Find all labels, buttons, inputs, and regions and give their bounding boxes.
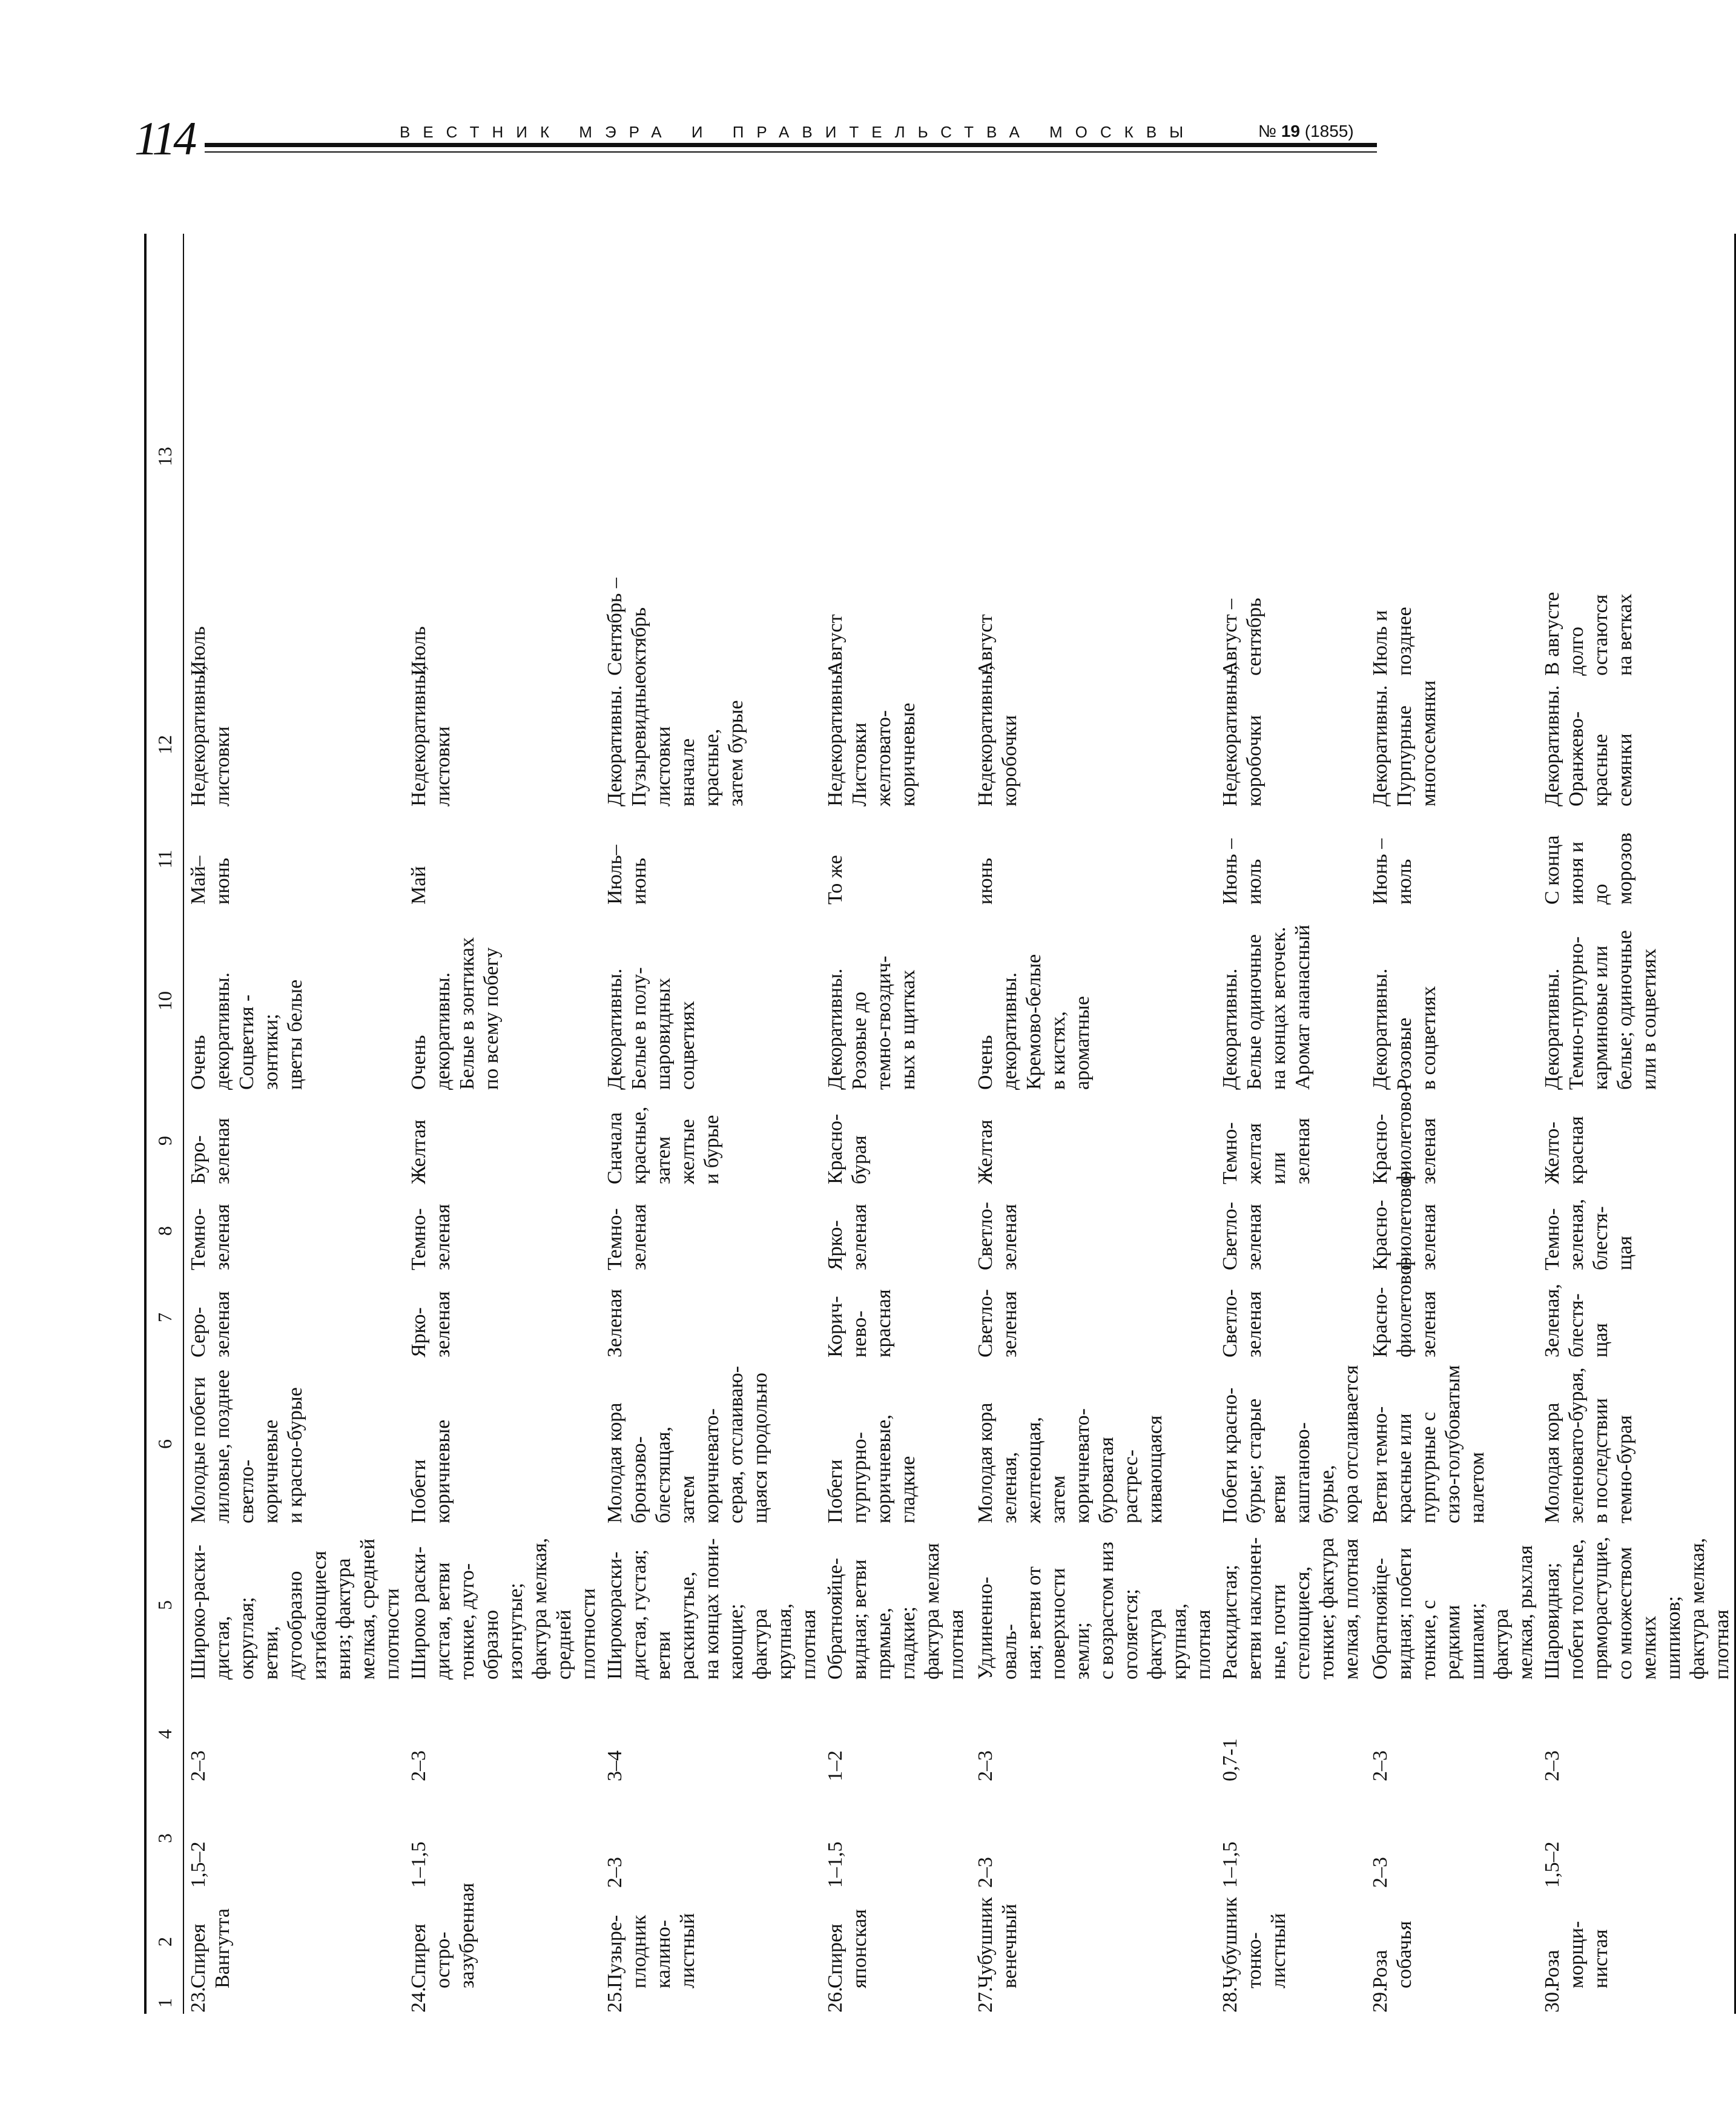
table-cell: 2–3	[1369, 1857, 1391, 1888]
table-cell: 3–4	[604, 1750, 626, 1781]
table-body	[183, 234, 1735, 2014]
table-cell: Серо- зеленая	[187, 1291, 234, 1357]
table-cell: Декоративны. Пузыревидные листовки вначале красные, затем бурые	[604, 674, 747, 806]
column-header: 11	[145, 810, 183, 908]
table-cell: Недекоративны, коробочки	[974, 665, 1021, 806]
table-cell: Раскидистая; ветви наклонен- ные, почти стелющиеся, тонкие; фактура мелкая, плотная	[1219, 1537, 1362, 1680]
table-cell: Шаровидная; побеги толстые, пряморастущие, со множеством мелких шипиков; фактура мелкая, плотная	[1538, 1527, 1735, 1683]
table-cell: Темно- желтая или зеленая	[1219, 1118, 1314, 1184]
row-number-cell: 23.	[187, 1987, 210, 2013]
table-cell: Июль– июнь	[604, 845, 650, 905]
table-cell: С конца июня и до морозов	[1538, 810, 1735, 908]
table-row	[183, 234, 404, 2014]
column-header: 1	[145, 1992, 183, 2014]
table-cell: Красно- фиолетово- зеленая	[1369, 1170, 1440, 1270]
table-cell: Молодая кора зеленая, желтеющая, затем коричневато- буроватая растрес- кивающаяся	[974, 1402, 1166, 1523]
column-header: 13	[145, 234, 183, 679]
table-cell: Июнь – июль	[1369, 838, 1416, 905]
column-header: 12	[145, 679, 183, 810]
table-cell: Август	[974, 614, 997, 676]
table-cell: Сентябрь – октябрь	[604, 578, 650, 676]
table-cell: Побеги коричневые	[408, 1419, 454, 1523]
table-cell: Обратнояйце- видная; побеги тонкие, с редкими шипами; фактура мелкая, рыхлая	[1369, 1545, 1537, 1680]
table-cell: Обратнояйце- видная; ветви прямые, гладкие; фактура мелкая плотная	[824, 1543, 968, 1680]
table-row	[1216, 234, 1366, 2014]
issue-prefix: №	[1258, 122, 1277, 140]
column-header: 6	[145, 1361, 183, 1527]
table-cell: То же	[824, 855, 847, 905]
table-cell: Очень декоративны. Соцветия - зонтики; цветы белые	[187, 972, 306, 1090]
table-cell: Широко-раски- дистая, округлая; ветви, дугообразно изгибающиеся вниз; фактура мелкая, средней плотности	[187, 1539, 403, 1680]
table-cell: 2–3	[974, 1857, 997, 1888]
column-header: 5	[145, 1527, 183, 1683]
row-number-cell: 30.	[1538, 1992, 1735, 2014]
table-cell: 1–2	[824, 1750, 847, 1781]
table-cell: Побеги пурпурно- коричневые, гладкие	[824, 1414, 919, 1523]
table-cell: Побеги красно- бурые; старые ветви каштаново-бурые, кора отслаивается	[1219, 1365, 1362, 1523]
column-header: 9	[145, 1093, 183, 1188]
column-header: 8	[145, 1188, 183, 1274]
table-cell: Очень декоративны. Кремово-белые в кистях, ароматные	[974, 954, 1094, 1090]
table-cell: Молодая кора бронзово-блестящая, затем коричневато- серая, отслаиваю- щаяся продольно	[604, 1366, 771, 1523]
table-row	[1538, 234, 1735, 2014]
shrubs-table-rotated	[144, 234, 1733, 2014]
table-cell: 2–3	[1369, 1750, 1391, 1781]
column-header: 4	[145, 1683, 183, 1785]
table-cell: Светло- зеленая	[974, 1289, 1021, 1357]
row-number-cell: 24.	[408, 1987, 430, 2013]
table-cell: Декоративны. Розовые до темно-гвоздич- ных в щитках	[824, 955, 919, 1090]
table-cell: Темно- зеленая	[604, 1204, 650, 1270]
journal-title: ВЕСТНИК МЭРА И ПРАВИТЕЛЬСТВА МОСКВЫ	[400, 123, 1196, 141]
table-cell: Удлиненно-оваль- ная; ветви от поверхности земли; с возрастом низ оголяется; фактура крупная, плотная	[974, 1542, 1215, 1680]
table-row	[821, 234, 971, 2014]
table-cell: Недекоративны, коробочки	[1219, 665, 1266, 806]
table-cell: Темно- зеленая	[408, 1204, 454, 1270]
issue-number: 19	[1281, 122, 1300, 140]
column-header: 2	[145, 1891, 183, 1992]
table-cell: Молодые побеги лиловые, позднее светло-коричневые и красно-бурые	[187, 1370, 306, 1523]
table-cell: Недекоративны, листовки	[187, 665, 234, 806]
plant-name-cell: Спирея Вангутта	[187, 1908, 234, 1988]
table-cell: Декоративны. Белые одиночные на концах веточек. Аромат ананасный	[1219, 925, 1314, 1090]
table-cell: Зеленая, блестя- щая	[1538, 1274, 1735, 1361]
table-cell: Ярко- зеленая	[408, 1291, 454, 1357]
table-cell: Июнь – июль	[1219, 838, 1266, 905]
table-cell: Красно- бурая	[824, 1113, 871, 1184]
table-cell: 2–3	[974, 1750, 997, 1781]
table-cell: 0,7-1	[1219, 1738, 1241, 1781]
plant-name-cell: Пузыре- плодник калино- листный	[604, 1913, 699, 1988]
table-cell: Июль	[408, 626, 430, 676]
table-cell: Широко раски- дистая, ветви тонкие, дуго- образно изогнутые; фактура мелкая, средней плотности	[408, 1538, 599, 1680]
plant-name-cell: Роза собачья	[1369, 1921, 1416, 1988]
table-cell: 2–3	[187, 1750, 210, 1781]
table-cell: Желтая	[974, 1120, 997, 1184]
column-header: 7	[145, 1274, 183, 1361]
column-header: 10	[145, 908, 183, 1093]
table-cell: Корич- нево- красная	[824, 1289, 895, 1357]
table-header	[145, 234, 183, 2014]
table-cell: 2–3	[604, 1857, 626, 1888]
table-cell: Светло- зеленая	[974, 1202, 1021, 1270]
table-cell: Зеленая	[604, 1288, 626, 1357]
plant-name-cell: Спирея остро- зазубренная	[408, 1882, 478, 1988]
table-cell: Декоративны. Темно-пурпурно- карминовые или белые; одиночные или в соцветиях	[1538, 908, 1735, 1093]
plant-name-cell: Спирея японская	[824, 1909, 871, 1988]
table-cell: Август	[824, 614, 847, 676]
table-cell: Декоративны. Белые в полу- шаровидных соцветиях	[604, 967, 699, 1090]
table-cell: Светло- зеленая	[1219, 1202, 1266, 1270]
issue-year: (1855)	[1304, 122, 1354, 140]
table-cell: Желтая	[408, 1120, 430, 1184]
table-cell: 1–1,5	[1219, 1841, 1241, 1888]
table-cell: Буро- зеленая	[187, 1118, 234, 1184]
table-cell: июнь	[974, 857, 997, 905]
header-row	[145, 234, 183, 2014]
row-number-cell: 25.	[604, 1987, 626, 2013]
table-cell: Ярко- зеленая	[824, 1204, 871, 1270]
column-header: 3	[145, 1785, 183, 1891]
table-cell: Декоративны. Оранжево- красные семянки	[1538, 679, 1735, 810]
table-cell: 1,5–2	[1538, 1785, 1735, 1891]
row-number-cell: 28.	[1219, 1987, 1241, 2013]
table-cell: Сначала красные, затем желтые и бурые	[604, 1106, 723, 1184]
table-cell: Светло- зеленая	[1219, 1289, 1266, 1357]
row-number-cell: 27.	[974, 1987, 997, 2013]
table-cell: 2–3	[408, 1750, 430, 1781]
table-cell: Недекоративны, листовки	[408, 665, 454, 806]
table-cell: Молодая кора зеленовато-бурая, в последствии темно-бурая	[1538, 1361, 1735, 1527]
table-cell: Июль	[187, 626, 210, 676]
table-row	[404, 234, 601, 2014]
table-cell: 1–1,5	[408, 1841, 430, 1888]
table-cell: 2–3	[1538, 1683, 1735, 1785]
plant-name-cell: Чубушник тонко- листный	[1219, 1897, 1290, 1988]
table-cell: Недекоративны. Листовки желтовато- коричневые	[824, 665, 919, 806]
table-row	[601, 234, 821, 2014]
table-cell: Декоративны. Розовые в соцветиях	[1369, 968, 1440, 1090]
table-cell: Декоративны. Пурпурные многосемянки	[1369, 680, 1440, 806]
table-cell: 1–1,5	[824, 1841, 847, 1888]
table-cell: Темно- зеленая, блестя- щая	[1538, 1188, 1735, 1274]
table-row	[971, 234, 1216, 2014]
table-cell: Ветви темно- красные или пурпурные с сизо-голубоватым налетом	[1369, 1365, 1488, 1523]
plant-name-cell: Роза морщи- нистая	[1538, 1891, 1735, 1992]
header-rule-thick	[205, 143, 1377, 147]
table-row	[1366, 234, 1538, 2014]
table-cell: Желто- красная	[1538, 1093, 1735, 1188]
table-cell: Май– июнь	[187, 856, 234, 905]
page-number: 114	[134, 112, 195, 165]
table-cell: Июль и позднее	[1369, 607, 1416, 676]
table-cell: Май	[408, 866, 430, 905]
table-cell: Темно- зеленая	[187, 1204, 234, 1270]
table-cell: Красно- фиолетово- зеленая	[1369, 1084, 1440, 1184]
table-cell: 1,5–2	[187, 1841, 210, 1888]
table-cell: Широкораски- дистая, густая; ветви раскинутые, на концах пони- кающие; фактура крупная, плотная	[604, 1538, 820, 1680]
plant-name-cell: Чубушник венечный	[974, 1897, 1021, 1988]
table-cell: В августе долго остаются на ветках	[1538, 234, 1735, 679]
row-number-cell: 26.	[824, 1987, 847, 2013]
issue-label	[1258, 122, 1354, 141]
row-number-cell: 29.	[1369, 1987, 1391, 2013]
table-cell: Август – сентябрь	[1219, 598, 1266, 676]
table-cell: Красно- фиолетово- зеленая	[1369, 1258, 1440, 1357]
shrubs-table	[144, 234, 1736, 2014]
table-cell: Очень декоративны. Белые в зонтиках по всему побегу	[408, 937, 503, 1090]
header-rule-thin	[205, 151, 1377, 153]
